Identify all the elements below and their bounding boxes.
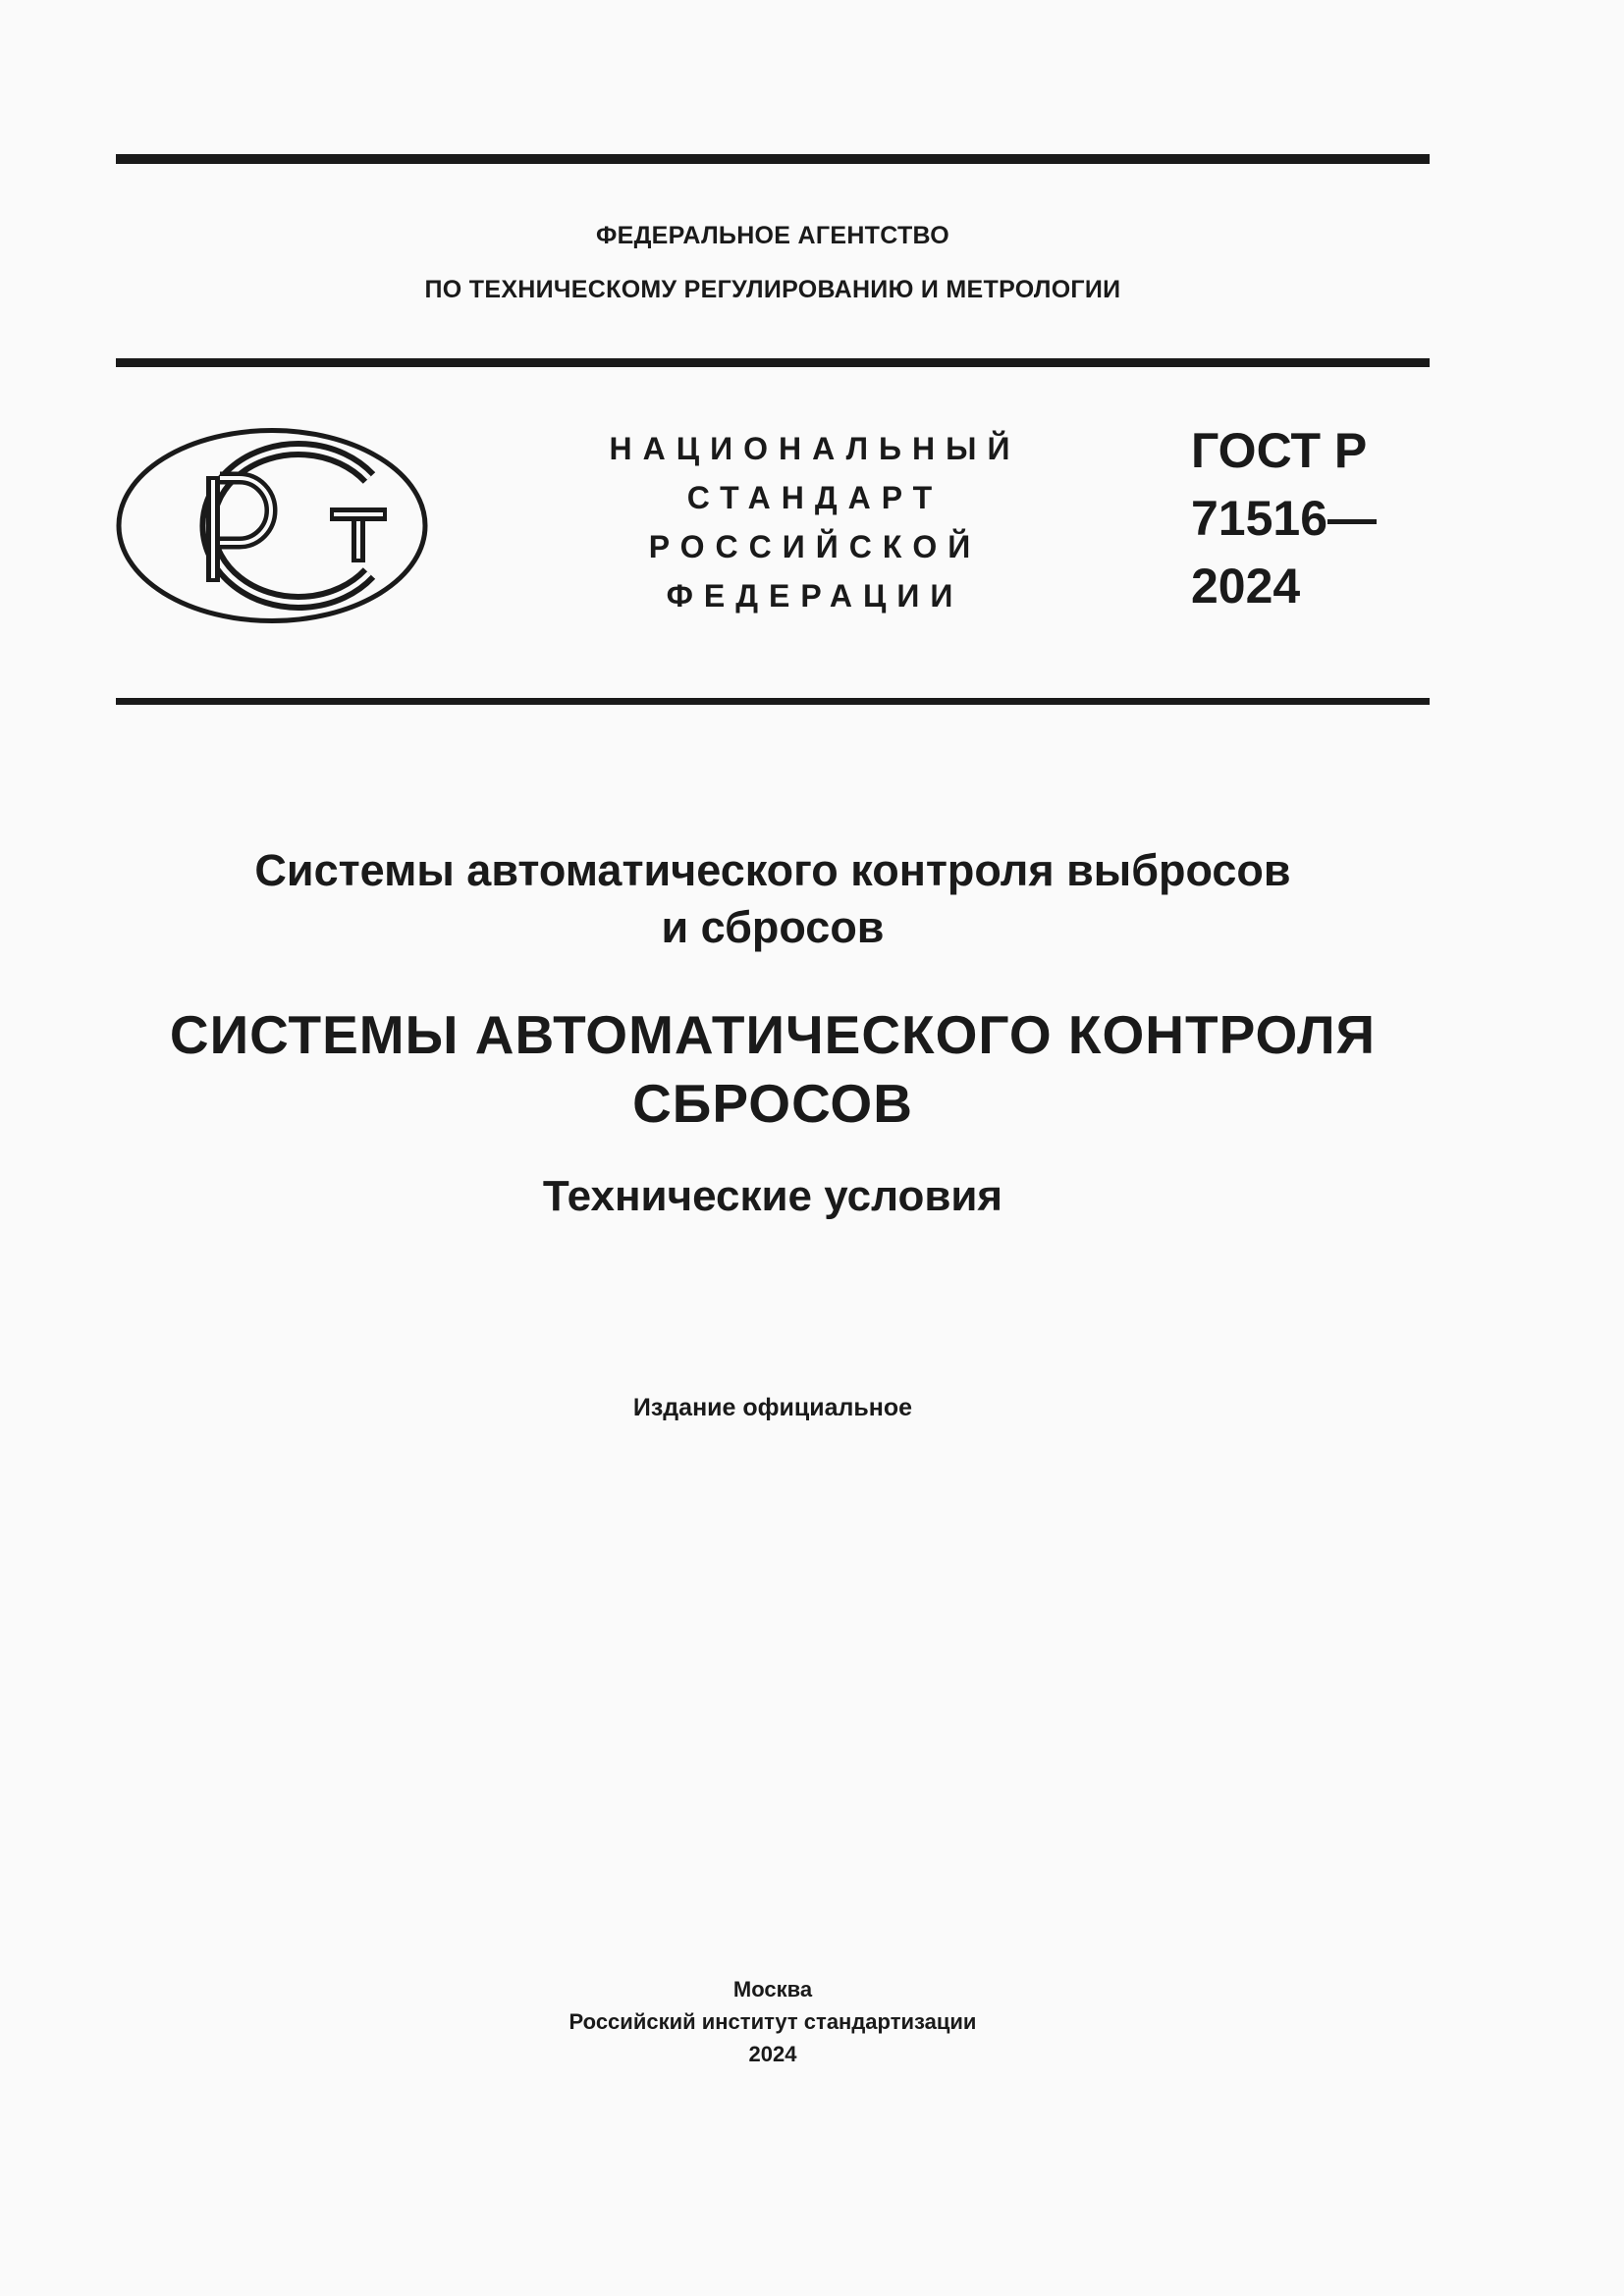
national-line: РОССИЙСКОЙ (648, 529, 982, 564)
document-subtitle (116, 1000, 1430, 1138)
national-line: НАЦИОНАЛЬНЫЙ (609, 431, 1021, 466)
footer-publisher: Российский институт стандартизации (568, 2009, 977, 2034)
title-line: и сбросов (661, 902, 885, 952)
publisher-footer (116, 1973, 1430, 2070)
title-line: Системы автоматического контроля выбросов (254, 845, 1291, 895)
gost-line: ГОСТ Р (1191, 423, 1368, 478)
national-line: ФЕДЕРАЦИИ (666, 578, 964, 614)
middle-rule (116, 358, 1430, 367)
document-conditions: Технические условия (542, 1172, 1003, 1220)
gost-line: 71516— (1191, 491, 1378, 546)
gost-designation (1191, 417, 1377, 620)
subtitle-line: СБРОСОВ (632, 1073, 913, 1134)
subtitle-line: СИСТЕМЫ АВТОМАТИЧЕСКОГО КОНТРОЛЯ (169, 1004, 1377, 1065)
document-title (116, 842, 1430, 956)
top-rule (116, 154, 1430, 164)
agency-name-line1: ФЕДЕРАЛЬНОЕ АГЕНТСТВО (595, 222, 950, 249)
agency-name-line2: ПО ТЕХНИЧЕСКОМУ РЕГУЛИРОВАНИЮ И МЕТРОЛОГИИ (424, 276, 1121, 303)
rst-certification-logo-icon (116, 427, 428, 624)
edition-label: Издание официальное (632, 1394, 913, 1421)
footer-city: Москва (732, 1977, 813, 2002)
bottom-rule (116, 698, 1430, 705)
national-line: СТАНДАРТ (686, 480, 944, 515)
footer-year: 2024 (748, 2042, 797, 2066)
national-standard-label (550, 424, 1080, 620)
gost-line: 2024 (1191, 559, 1301, 614)
